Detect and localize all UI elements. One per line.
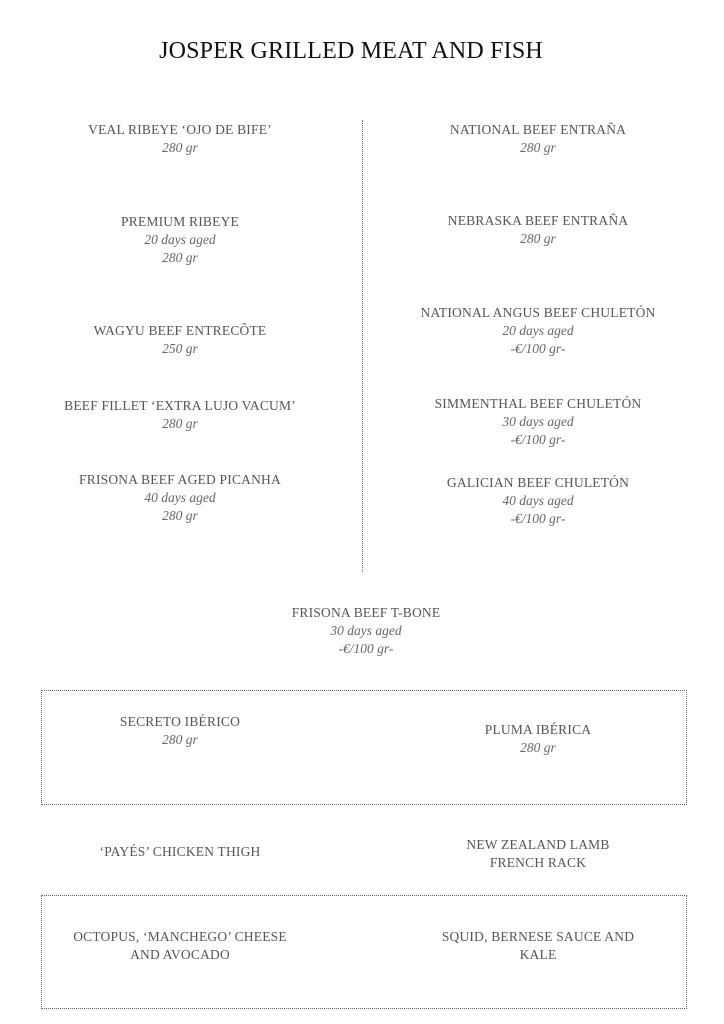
item-price: -€/100 gr-	[510, 341, 566, 356]
item-name: VEAL RIBEYE ‘OJO DE BIFE’	[88, 122, 272, 137]
item-weight: 280 gr	[162, 250, 198, 265]
menu-item-nz-lamb	[388, 836, 688, 872]
item-name: WAGYU BEEF ENTRECÔTE	[93, 323, 267, 338]
item-price: -€/100 gr-	[510, 432, 566, 447]
item-weight: 280 gr	[162, 732, 198, 747]
menu-title: JOSPER GRILLED MEAT AND FISH	[159, 38, 543, 64]
item-aging: 20 days aged	[144, 232, 216, 247]
item-name-line2: KALE	[519, 947, 557, 962]
item-weight: 280 gr	[162, 140, 198, 155]
item-name: FRISONA BEEF T-BONE	[291, 605, 441, 620]
menu-item-frisona-tbone	[216, 604, 516, 658]
item-name: SQUID, BERNESE SAUCE AND	[441, 929, 635, 944]
item-price: -€/100 gr-	[338, 641, 394, 656]
item-name: GALICIAN BEEF CHULETÓN	[446, 475, 630, 490]
item-name: SECRETO IBÉRICO	[119, 714, 241, 729]
menu-item-veal-ribeye	[30, 121, 330, 157]
item-aging: 30 days aged	[502, 414, 574, 429]
item-name: NATIONAL BEEF ENTRAÑA	[449, 122, 627, 137]
item-name: PREMIUM RIBEYE	[121, 214, 239, 229]
item-name: NEW ZEALAND LAMB	[466, 837, 610, 852]
item-name: ‘PAYÉS’ CHICKEN THIGH	[99, 844, 261, 859]
item-weight: 280 gr	[162, 508, 198, 523]
menu-item-angus-chuleton	[388, 304, 688, 358]
item-aging: 40 days aged	[144, 490, 216, 505]
item-aging: 20 days aged	[502, 323, 574, 338]
menu-item-secreto-iberico	[30, 713, 330, 749]
item-aging: 30 days aged	[330, 623, 402, 638]
item-price: -€/100 gr-	[510, 511, 566, 526]
menu-item-wagyu-entrecote	[30, 322, 330, 358]
item-name: OCTOPUS, ‘MANCHEGO’ CHEESE	[73, 929, 287, 944]
menu-item-simmenthal-chuleton	[388, 395, 688, 449]
menu-item-galician-chuleton	[388, 474, 688, 528]
item-aging: 40 days aged	[502, 493, 574, 508]
item-weight: 250 gr	[162, 341, 198, 356]
item-name: NATIONAL ANGUS BEEF CHULETÓN	[420, 305, 656, 320]
column-divider	[362, 120, 363, 572]
menu-item-nebraska-entrana	[388, 212, 688, 248]
item-name: SIMMENTHAL BEEF CHULETÓN	[434, 396, 642, 411]
item-name: PLUMA IBÉRICA	[484, 722, 592, 737]
item-weight: 280 gr	[162, 416, 198, 431]
item-name: FRISONA BEEF AGED PICANHA	[79, 472, 281, 487]
item-weight: 280 gr	[520, 140, 556, 155]
item-name: NEBRASKA BEEF ENTRAÑA	[447, 213, 629, 228]
menu-item-octopus	[30, 928, 330, 964]
menu-item-payes-chicken	[30, 843, 330, 861]
menu-item-frisona-picanha	[30, 471, 330, 525]
menu-item-beef-fillet	[30, 397, 330, 433]
item-name-line2: FRENCH RACK	[489, 855, 587, 870]
menu-item-pluma-iberica	[388, 721, 688, 757]
menu-item-squid	[388, 928, 688, 964]
menu-item-national-entrana	[388, 121, 688, 157]
item-name-line2: AND AVOCADO	[130, 947, 230, 962]
item-weight: 280 gr	[520, 740, 556, 755]
menu-item-premium-ribeye	[30, 213, 330, 267]
item-weight: 280 gr	[520, 231, 556, 246]
item-name: BEEF FILLET ‘EXTRA LUJO VACUM’	[64, 398, 296, 413]
